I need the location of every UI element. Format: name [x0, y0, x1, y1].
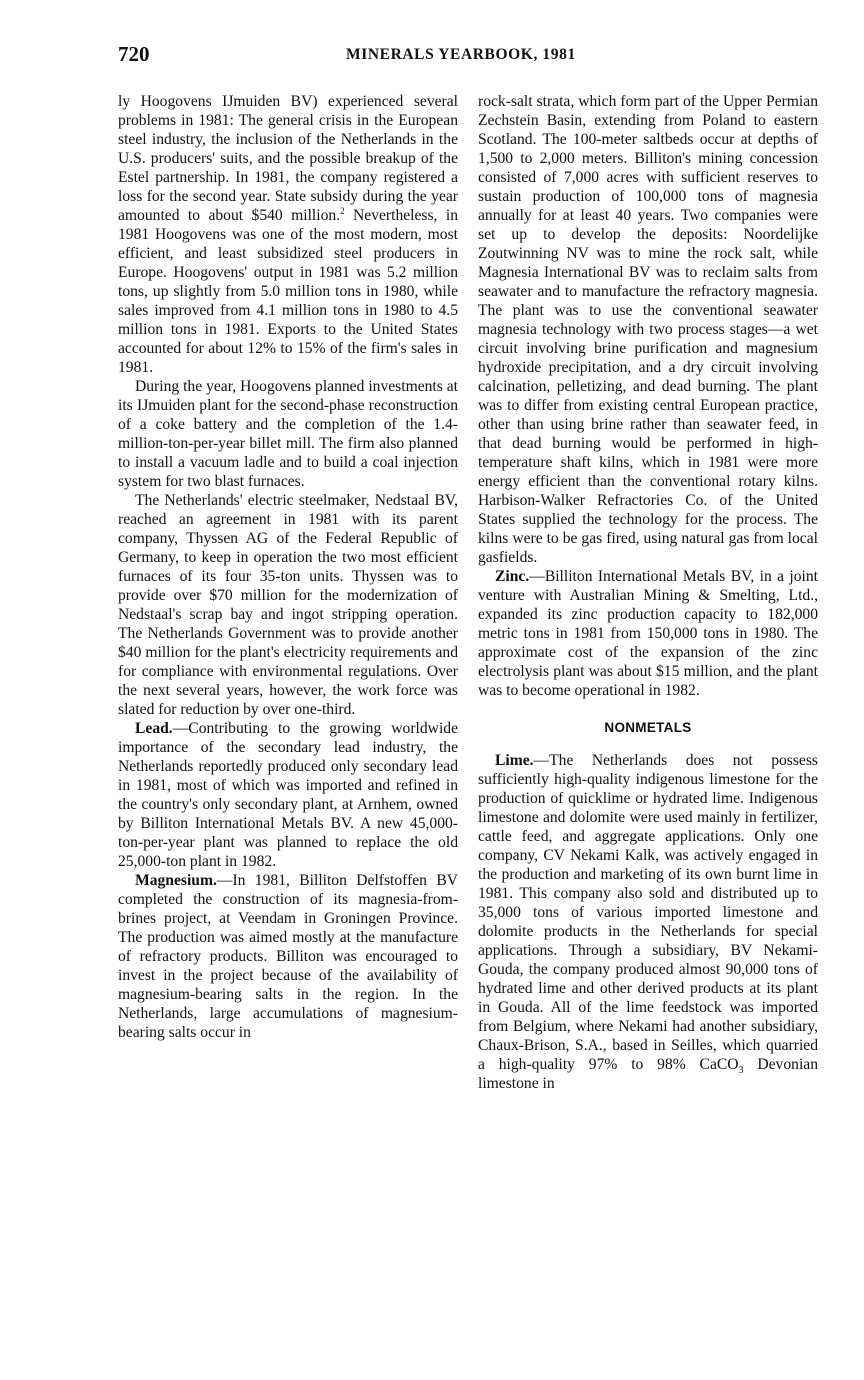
page-header — [118, 42, 818, 72]
paragraph-lead — [118, 719, 458, 871]
lead-heading: Lead. — [135, 720, 173, 737]
paragraph-text: Nevertheless, in 1981 Hoogovens was one of the most modern, most efficient, and least subsidized steel producers in Europe. Hoogovens' output in 1981 was 5.2 million tons, up slightly from 5.0 million tons in 1980, while sales improved from 4.1 million tons in 1980 to 4.5 million tons in 1981. Exports to the United States accounted for about 12% to 15% of the firm's sales in 1981. — [118, 207, 458, 376]
magnesium-text: —In 1981, Billiton Delfstoffen BV completed the construction of its magnesia-from-brines project, at Veendam in Groningen Province. The production was aimed mostly at the manufacture of refractory products. Billiton was encouraged to invest in the project because of the availability of magnesium-bearing salts in the region. In the Netherlands, large accumulations of magnesium-bearing salts occur in — [118, 872, 458, 1041]
paragraph-nedstaal: The Netherlands' electric steelmaker, Nedstaal BV, reached an agreement in 1981 with its parent company, Thyssen AG of the Federal Republic of Germany, to keep in operation the two most efficient furnaces of its four 35-ton units. Thyssen was to provide over $70 million for the modernization of Nedstaal's scrap bay and ingot stripping operation. The Netherlands Government was to provide another $40 million for the plant's electricity requirements and for compliance with environmental regulations. Over the next several years, however, the work force was slated for reduction by over one-third. — [118, 492, 458, 718]
right-column — [478, 92, 818, 1093]
section-heading-nonmetals: NONMETALS — [604, 720, 692, 735]
zinc-heading: Zinc. — [495, 568, 530, 585]
lime-text-end: Devonian limestone in — [478, 1056, 818, 1092]
paragraph-hoogovens-continued — [118, 92, 458, 377]
lime-text: —The Netherlands does not possess sufficiently high-quality indigenous limestone for the production of quicklime or hydrated lime. Indigenous limestone and dolomite were used mainly in fertilizer, cattle feed, and aggregate applications. Only one company, CV Nekami Kalk, was actively engaged in the production and marketing of its own burnt lime in 1981. This company also sold and distributed up to 35,000 tons of various imported limestone and dolomite products in the Netherlands for special applications. Through a subsidiary, BV Nekami-Gouda, the company produced almost 90,000 tons of hydrated lime and other derived products at its plant in Gouda. All of the lime feedstock was imported from Belgium, where Nekami had another subsidiary, Chaux-Brison, S.A., based in Seilles, which quarried a high-quality 97% to 98% CaCO — [478, 752, 818, 1073]
magnesium-heading: Magnesium. — [135, 872, 217, 889]
paragraph-lime — [478, 751, 818, 1093]
zinc-text: —Billiton International Metals BV, in a joint venture with Australian Mining & Smelting, Ltd., expanded its zinc production capacity to 182,000 metric tons in 1981 from 150,000 tons in 1980. The approximate cost of the expansion of the zinc electrolysis plant was about $15 million, and the plant was to become operational in 1982. — [478, 568, 818, 699]
page-number: 720 — [118, 42, 150, 66]
chemical-subscript: 3 — [738, 1065, 744, 1077]
paragraph-magnesium — [118, 871, 458, 1042]
running-title: MINERALS YEARBOOK, 1981 — [346, 46, 576, 63]
paragraph-hoogovens-investments: During the year, Hoogovens planned investments at its IJmuiden plant for the second-phase reconstruction of a coke battery and the completion of the 1.4-million-ton-per-year billet mill. The firm also planned to install a vacuum ladle and to build a coal injection system for two blast furnaces. — [118, 378, 458, 490]
lead-text: —Contributing to the growing worldwide importance of the secondary lead industry, the Netherlands reportedly produced only secondary lead in 1981, most of which was imported and refined in the country's only secondary plant, at Arnhem, owned by Billiton International Metals BV. A new 45,000-ton-per-year plant was planned to replace the old 25,000-ton plant in 1982. — [118, 720, 458, 870]
footnote-marker: 2 — [340, 205, 345, 216]
paragraph-zinc — [478, 567, 818, 700]
left-column — [118, 92, 458, 1042]
paragraph-text: ly Hoogovens IJmuiden BV) experienced several problems in 1981: The general crisis in the European steel industry, the inclusion of the Netherlands in the U.S. producers' suits, and the possible breakup of the Estel partnership. In 1981, the company registered a loss for the second year. State subsidy during the year amounted to about $540 million. — [118, 93, 458, 224]
paragraph-magnesium-continued: rock-salt strata, which form part of the Upper Permian Zechstein Basin, extending from Poland to eastern Scotland. The 100-meter saltbeds occur at depths of 1,500 to 2,000 meters. Billiton's mining concession consisted of 7,000 acres with sufficient reserves to sustain production of 100,000 tons of magnesia annually for at least 40 years. Two companies were set up to develop the deposits: Noordelijke Zoutwinning NV was to mine the rock salt, while Magnesia International BV was to reclaim salts from seawater and to manufacture the refractory magnesia. The plant was to use the conventional seawater magnesia technology with two process stages—a wet circuit involving brine purification and magnesium hydroxide precipitation, and a dry circuit involving calcination, pelletizing, and dead burning. The plant was to differ from existing central European practice, other than using brine rather than seawater feed, in that dead burning would be performed in high-temperature shaft kilns, which in 1981 were more energy efficient than the conventional rotary kilns. Harbison-Walker Refractories Co. of the United States supplied the technology for the process. The kilns were to be gas fired, using natural gas from local gasfields. — [478, 93, 818, 566]
lime-heading: Lime. — [495, 752, 534, 769]
